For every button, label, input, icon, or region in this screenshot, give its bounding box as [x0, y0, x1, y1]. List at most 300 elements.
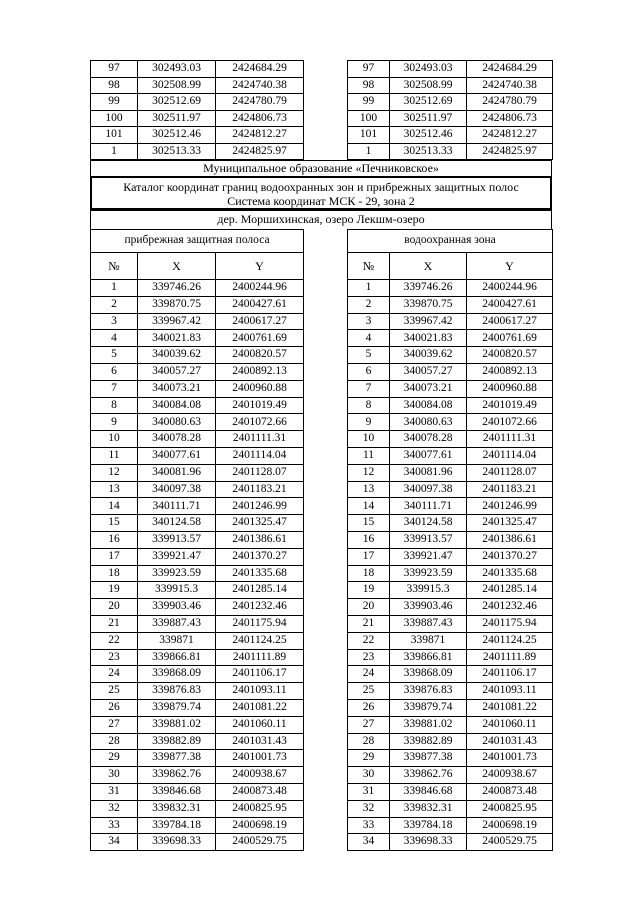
x-coordinate-cell: 340078.28 — [138, 431, 216, 448]
point-number-cell: 99 — [91, 94, 138, 111]
y-coordinate-cell: 2401031.43 — [216, 733, 304, 750]
y-coordinate-cell: 2400938.67 — [467, 767, 553, 784]
table-row — [348, 699, 553, 716]
y-coordinate-cell: 2401386.61 — [467, 531, 553, 548]
y-coordinate-cell: 2401128.07 — [216, 464, 304, 481]
y-coordinate-cell: 2401111.31 — [216, 431, 304, 448]
x-coordinate-cell: 340021.83 — [138, 330, 216, 347]
point-number-cell: 28 — [348, 733, 390, 750]
y-coordinate-cell: 2400960.88 — [216, 380, 304, 397]
x-coordinate-cell: 339871 — [390, 632, 467, 649]
point-number-cell: 7 — [348, 380, 390, 397]
top-left-table — [90, 60, 304, 160]
point-number-cell: 23 — [91, 649, 138, 666]
x-coordinate-cell: 339871 — [138, 632, 216, 649]
x-coordinate-cell: 340097.38 — [138, 481, 216, 498]
point-number-cell: 16 — [91, 531, 138, 548]
point-number-cell: 20 — [91, 599, 138, 616]
point-number-cell: 18 — [91, 565, 138, 582]
point-number-cell: 8 — [348, 397, 390, 414]
y-coordinate-cell: 2401175.94 — [467, 615, 553, 632]
y-coordinate-cell: 2400873.48 — [216, 783, 304, 800]
x-coordinate-cell: 339870.75 — [390, 296, 467, 313]
point-number-cell: 25 — [348, 683, 390, 700]
water-protection-title: водоохранная зона — [348, 230, 553, 253]
catalog-title: Каталог координат границ водоохранных зон и прибрежных защитных полос — [123, 180, 519, 194]
table-row — [91, 834, 304, 851]
table-row — [91, 800, 304, 817]
x-coordinate-cell: 340111.71 — [390, 498, 467, 515]
point-number-cell: 24 — [348, 666, 390, 683]
x-coordinate-cell: 340084.08 — [138, 397, 216, 414]
point-number-cell: 100 — [91, 110, 138, 127]
table-row — [348, 515, 553, 532]
table-row — [91, 783, 304, 800]
y-coordinate-cell: 2401285.14 — [467, 582, 553, 599]
table-row — [91, 716, 304, 733]
x-coordinate-cell: 339876.83 — [138, 683, 216, 700]
x-coordinate-cell: 302511.97 — [138, 110, 216, 127]
point-number-cell: 32 — [348, 800, 390, 817]
y-coordinate-cell: 2400427.61 — [216, 296, 304, 313]
x-coordinate-cell: 302513.33 — [138, 143, 216, 160]
point-number-cell: 98 — [348, 77, 390, 94]
y-coordinate-cell: 2401031.43 — [467, 733, 553, 750]
location-header — [90, 210, 552, 229]
y-coordinate-cell: 2424806.73 — [216, 110, 304, 127]
point-number-cell: 29 — [91, 750, 138, 767]
table-row — [348, 531, 553, 548]
col-number-header: № — [348, 253, 390, 280]
y-coordinate-cell: 2400617.27 — [467, 313, 553, 330]
x-coordinate-cell: 340080.63 — [390, 414, 467, 431]
table-row — [91, 565, 304, 582]
table-row — [348, 481, 553, 498]
point-number-cell: 10 — [348, 431, 390, 448]
y-coordinate-cell: 2401175.94 — [216, 615, 304, 632]
y-coordinate-cell: 2401060.11 — [467, 716, 553, 733]
y-coordinate-cell: 2401093.11 — [216, 683, 304, 700]
y-coordinate-cell: 2401111.89 — [216, 649, 304, 666]
table-row — [91, 666, 304, 683]
table-row — [91, 143, 304, 160]
table-row — [348, 733, 553, 750]
y-coordinate-cell: 2401106.17 — [216, 666, 304, 683]
point-number-cell: 13 — [348, 481, 390, 498]
table-row — [348, 582, 553, 599]
point-number-cell: 13 — [91, 481, 138, 498]
x-coordinate-cell: 302512.46 — [138, 127, 216, 144]
point-number-cell: 1 — [91, 280, 138, 297]
point-number-cell: 12 — [348, 464, 390, 481]
y-coordinate-cell: 2400761.69 — [467, 330, 553, 347]
point-number-cell: 27 — [91, 716, 138, 733]
y-coordinate-cell: 2400617.27 — [216, 313, 304, 330]
x-coordinate-cell: 302512.69 — [138, 94, 216, 111]
point-number-cell: 14 — [91, 498, 138, 515]
table-row — [91, 110, 304, 127]
y-coordinate-cell: 2424684.29 — [467, 61, 553, 78]
x-coordinate-cell: 339915.3 — [390, 582, 467, 599]
y-coordinate-cell: 2400244.96 — [216, 280, 304, 297]
point-number-cell: 98 — [91, 77, 138, 94]
x-coordinate-cell: 339879.74 — [138, 699, 216, 716]
table-row — [348, 110, 553, 127]
y-coordinate-cell: 2400529.75 — [467, 834, 553, 851]
x-coordinate-cell: 340021.83 — [390, 330, 467, 347]
point-number-cell: 33 — [348, 817, 390, 834]
y-coordinate-cell: 2400761.69 — [216, 330, 304, 347]
table-row — [91, 330, 304, 347]
y-coordinate-cell: 2400820.57 — [216, 347, 304, 364]
x-coordinate-cell: 339832.31 — [138, 800, 216, 817]
table-row — [91, 363, 304, 380]
point-number-cell: 34 — [91, 834, 138, 851]
x-coordinate-cell: 340081.96 — [390, 464, 467, 481]
table-row — [91, 77, 304, 94]
y-coordinate-cell: 2401325.47 — [467, 515, 553, 532]
x-coordinate-cell: 302493.03 — [390, 61, 467, 78]
y-coordinate-cell: 2401093.11 — [467, 683, 553, 700]
table-row — [91, 699, 304, 716]
table-row — [348, 431, 553, 448]
x-coordinate-cell: 339967.42 — [390, 313, 467, 330]
table-row — [91, 767, 304, 784]
y-coordinate-cell: 2401128.07 — [467, 464, 553, 481]
table-row — [91, 347, 304, 364]
x-coordinate-cell: 339868.09 — [138, 666, 216, 683]
point-number-cell: 15 — [91, 515, 138, 532]
y-coordinate-cell: 2400698.19 — [467, 817, 553, 834]
x-coordinate-cell: 339866.81 — [138, 649, 216, 666]
point-number-cell: 30 — [91, 767, 138, 784]
table-row — [91, 447, 304, 464]
table-row — [348, 380, 553, 397]
x-coordinate-cell: 339866.81 — [390, 649, 467, 666]
table-row — [91, 615, 304, 632]
y-coordinate-cell: 2400873.48 — [467, 783, 553, 800]
table-row — [91, 531, 304, 548]
point-number-cell: 20 — [348, 599, 390, 616]
y-coordinate-cell: 2400825.95 — [216, 800, 304, 817]
y-coordinate-cell: 2400892.13 — [216, 363, 304, 380]
y-coordinate-cell: 2401111.31 — [467, 431, 553, 448]
y-coordinate-cell: 2401106.17 — [467, 666, 553, 683]
x-coordinate-cell: 339887.43 — [390, 615, 467, 632]
x-coordinate-cell: 340039.62 — [390, 347, 467, 364]
point-number-cell: 5 — [348, 347, 390, 364]
table-row — [91, 414, 304, 431]
point-number-cell: 22 — [348, 632, 390, 649]
point-number-cell: 97 — [91, 61, 138, 78]
point-number-cell: 6 — [91, 363, 138, 380]
table-row — [348, 565, 553, 582]
y-coordinate-cell: 2401335.68 — [216, 565, 304, 582]
point-number-cell: 22 — [91, 632, 138, 649]
table-row — [91, 582, 304, 599]
col-x-header: X — [138, 253, 216, 280]
y-coordinate-cell: 2401246.99 — [467, 498, 553, 515]
x-coordinate-cell: 340081.96 — [138, 464, 216, 481]
y-coordinate-cell: 2401386.61 — [216, 531, 304, 548]
point-number-cell: 18 — [348, 565, 390, 582]
y-coordinate-cell: 2424684.29 — [216, 61, 304, 78]
x-coordinate-cell: 339877.38 — [390, 750, 467, 767]
x-coordinate-cell: 340124.58 — [138, 515, 216, 532]
y-coordinate-cell: 2401183.21 — [216, 481, 304, 498]
point-number-cell: 19 — [348, 582, 390, 599]
point-number-cell: 15 — [348, 515, 390, 532]
table-row — [348, 817, 553, 834]
table-row — [91, 94, 304, 111]
x-coordinate-cell: 340039.62 — [138, 347, 216, 364]
point-number-cell: 9 — [348, 414, 390, 431]
x-coordinate-cell: 339913.57 — [390, 531, 467, 548]
y-coordinate-cell: 2401124.25 — [216, 632, 304, 649]
point-number-cell: 1 — [91, 143, 138, 160]
y-coordinate-cell: 2401232.46 — [216, 599, 304, 616]
x-coordinate-cell: 339784.18 — [138, 817, 216, 834]
catalog-header — [90, 177, 552, 210]
table-row — [348, 750, 553, 767]
x-coordinate-cell: 339967.42 — [138, 313, 216, 330]
table-row — [348, 716, 553, 733]
y-coordinate-cell: 2401001.73 — [216, 750, 304, 767]
y-coordinate-cell: 2401081.22 — [216, 699, 304, 716]
location-text: дер. Моршихинская, озеро Лекшм-озеро — [217, 212, 425, 226]
point-number-cell: 2 — [348, 296, 390, 313]
y-coordinate-cell: 2401183.21 — [467, 481, 553, 498]
x-coordinate-cell: 339868.09 — [390, 666, 467, 683]
y-coordinate-cell: 2424740.38 — [467, 77, 553, 94]
table-row — [348, 313, 553, 330]
table-row — [348, 767, 553, 784]
x-coordinate-cell: 339915.3 — [138, 582, 216, 599]
y-coordinate-cell: 2400244.96 — [467, 280, 553, 297]
x-coordinate-cell: 340080.63 — [138, 414, 216, 431]
x-coordinate-cell: 302508.99 — [390, 77, 467, 94]
y-coordinate-cell: 2424740.38 — [216, 77, 304, 94]
point-number-cell: 5 — [91, 347, 138, 364]
table-row — [91, 750, 304, 767]
x-coordinate-cell: 339921.47 — [138, 548, 216, 565]
point-number-cell: 25 — [91, 683, 138, 700]
y-coordinate-cell: 2401124.25 — [467, 632, 553, 649]
point-number-cell: 31 — [348, 783, 390, 800]
table-row — [91, 127, 304, 144]
point-number-cell: 17 — [348, 548, 390, 565]
x-coordinate-cell: 339870.75 — [138, 296, 216, 313]
point-number-cell: 3 — [348, 313, 390, 330]
x-coordinate-cell: 340073.21 — [138, 380, 216, 397]
table-row — [91, 61, 304, 78]
y-coordinate-cell: 2401019.49 — [216, 397, 304, 414]
table-row — [91, 649, 304, 666]
point-number-cell: 7 — [91, 380, 138, 397]
x-coordinate-cell: 339881.02 — [390, 716, 467, 733]
table-row — [91, 313, 304, 330]
point-number-cell: 21 — [91, 615, 138, 632]
point-number-cell: 31 — [91, 783, 138, 800]
y-coordinate-cell: 2401232.46 — [467, 599, 553, 616]
x-coordinate-cell: 339913.57 — [138, 531, 216, 548]
y-coordinate-cell: 2401001.73 — [467, 750, 553, 767]
point-number-cell: 26 — [91, 699, 138, 716]
x-coordinate-cell: 339882.89 — [390, 733, 467, 750]
x-coordinate-cell: 339698.33 — [390, 834, 467, 851]
coord-system: Система координат МСК - 29, зона 2 — [227, 193, 415, 208]
table-row — [91, 380, 304, 397]
municipality-text: Муниципальное образование «Печниковское» — [203, 161, 439, 175]
y-coordinate-cell: 2401072.66 — [216, 414, 304, 431]
x-coordinate-cell: 340124.58 — [390, 515, 467, 532]
col-number-header: № — [91, 253, 138, 280]
table-row — [348, 783, 553, 800]
table-row — [348, 800, 553, 817]
y-coordinate-cell: 2401114.04 — [216, 447, 304, 464]
table-row — [91, 817, 304, 834]
table-row — [348, 498, 553, 515]
y-coordinate-cell: 2401335.68 — [467, 565, 553, 582]
y-coordinate-cell: 2400825.95 — [467, 800, 553, 817]
table-row — [91, 296, 304, 313]
x-coordinate-cell: 340097.38 — [390, 481, 467, 498]
table-row — [348, 77, 553, 94]
table-row — [91, 431, 304, 448]
y-coordinate-cell: 2400892.13 — [467, 363, 553, 380]
col-y-header: Y — [467, 253, 553, 280]
point-number-cell: 24 — [91, 666, 138, 683]
point-number-cell: 97 — [348, 61, 390, 78]
y-coordinate-cell: 2401246.99 — [216, 498, 304, 515]
table-row — [91, 599, 304, 616]
point-number-cell: 4 — [91, 330, 138, 347]
x-coordinate-cell: 339698.33 — [138, 834, 216, 851]
x-coordinate-cell: 340077.61 — [138, 447, 216, 464]
x-coordinate-cell: 302513.33 — [390, 143, 467, 160]
table-row — [348, 464, 553, 481]
point-number-cell: 11 — [91, 447, 138, 464]
table-row — [348, 127, 553, 144]
x-coordinate-cell: 302512.69 — [390, 94, 467, 111]
x-coordinate-cell: 339784.18 — [390, 817, 467, 834]
table-row — [348, 666, 553, 683]
table-row — [348, 296, 553, 313]
x-coordinate-cell: 339846.68 — [390, 783, 467, 800]
y-coordinate-cell: 2400698.19 — [216, 817, 304, 834]
x-coordinate-cell: 302508.99 — [138, 77, 216, 94]
point-number-cell: 29 — [348, 750, 390, 767]
point-number-cell: 4 — [348, 330, 390, 347]
x-coordinate-cell: 339887.43 — [138, 615, 216, 632]
water-protection-table — [347, 229, 553, 851]
y-coordinate-cell: 2401019.49 — [467, 397, 553, 414]
y-coordinate-cell: 2401060.11 — [216, 716, 304, 733]
point-number-cell: 10 — [91, 431, 138, 448]
point-number-cell: 100 — [348, 110, 390, 127]
point-number-cell: 1 — [348, 143, 390, 160]
y-coordinate-cell: 2400820.57 — [467, 347, 553, 364]
point-number-cell: 34 — [348, 834, 390, 851]
coastal-strip-table — [90, 229, 304, 851]
x-coordinate-cell: 339923.59 — [138, 565, 216, 582]
y-coordinate-cell: 2424812.27 — [467, 127, 553, 144]
y-coordinate-cell: 2401370.27 — [216, 548, 304, 565]
x-coordinate-cell: 340078.28 — [390, 431, 467, 448]
x-coordinate-cell: 339882.89 — [138, 733, 216, 750]
y-coordinate-cell: 2401114.04 — [467, 447, 553, 464]
top-right-table — [347, 60, 553, 160]
point-number-cell: 28 — [91, 733, 138, 750]
table-row — [348, 632, 553, 649]
table-row — [348, 615, 553, 632]
x-coordinate-cell: 339832.31 — [390, 800, 467, 817]
col-x-header: X — [390, 253, 467, 280]
x-coordinate-cell: 339846.68 — [138, 783, 216, 800]
table-row — [348, 397, 553, 414]
point-number-cell: 19 — [91, 582, 138, 599]
municipality-header — [90, 160, 552, 177]
point-number-cell: 30 — [348, 767, 390, 784]
y-coordinate-cell: 2400529.75 — [216, 834, 304, 851]
y-coordinate-cell: 2424780.79 — [467, 94, 553, 111]
table-row — [91, 280, 304, 297]
point-number-cell: 11 — [348, 447, 390, 464]
table-row — [91, 548, 304, 565]
y-coordinate-cell: 2424812.27 — [216, 127, 304, 144]
x-coordinate-cell: 339879.74 — [390, 699, 467, 716]
table-row — [348, 599, 553, 616]
table-row — [348, 649, 553, 666]
table-row — [348, 834, 553, 851]
y-coordinate-cell: 2424825.97 — [467, 143, 553, 160]
table-row — [348, 683, 553, 700]
point-number-cell: 17 — [91, 548, 138, 565]
table-row — [91, 481, 304, 498]
x-coordinate-cell: 339877.38 — [138, 750, 216, 767]
x-coordinate-cell: 340084.08 — [390, 397, 467, 414]
point-number-cell: 1 — [348, 280, 390, 297]
point-number-cell: 26 — [348, 699, 390, 716]
y-coordinate-cell: 2401370.27 — [467, 548, 553, 565]
table-row — [348, 61, 553, 78]
x-coordinate-cell: 339923.59 — [390, 565, 467, 582]
x-coordinate-cell: 339862.76 — [138, 767, 216, 784]
col-y-header: Y — [216, 253, 304, 280]
x-coordinate-cell: 340073.21 — [390, 380, 467, 397]
x-coordinate-cell: 339746.26 — [390, 280, 467, 297]
point-number-cell: 32 — [91, 800, 138, 817]
table-row — [348, 414, 553, 431]
x-coordinate-cell: 339881.02 — [138, 716, 216, 733]
table-row — [91, 683, 304, 700]
table-row — [91, 733, 304, 750]
table-row — [348, 447, 553, 464]
table-row — [91, 632, 304, 649]
y-coordinate-cell: 2400427.61 — [467, 296, 553, 313]
y-coordinate-cell: 2401285.14 — [216, 582, 304, 599]
table-row — [91, 397, 304, 414]
table-row — [91, 498, 304, 515]
point-number-cell: 27 — [348, 716, 390, 733]
point-number-cell: 9 — [91, 414, 138, 431]
point-number-cell: 33 — [91, 817, 138, 834]
point-number-cell: 21 — [348, 615, 390, 632]
table-row — [348, 143, 553, 160]
x-coordinate-cell: 340077.61 — [390, 447, 467, 464]
y-coordinate-cell: 2401325.47 — [216, 515, 304, 532]
table-row — [348, 548, 553, 565]
